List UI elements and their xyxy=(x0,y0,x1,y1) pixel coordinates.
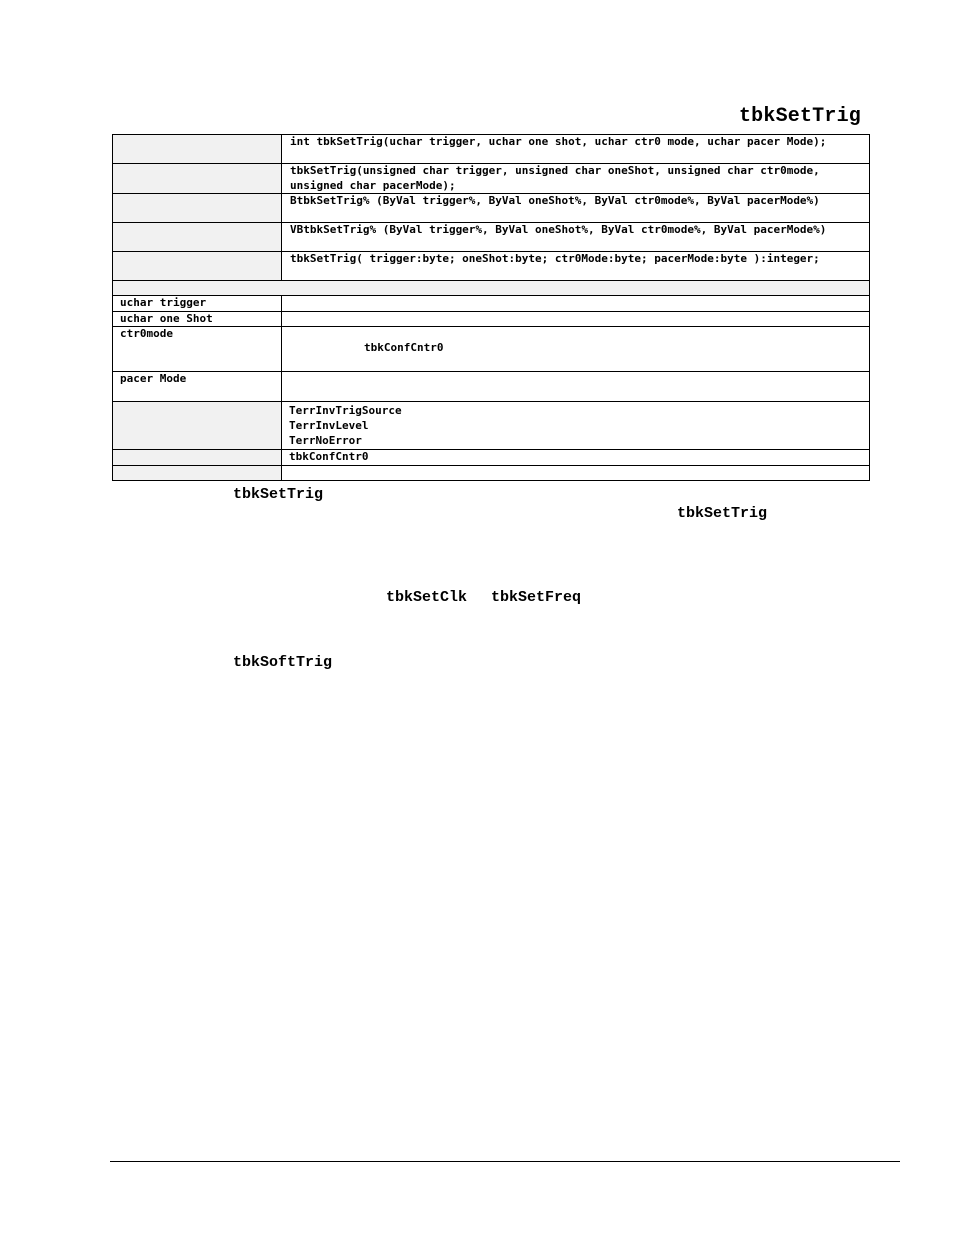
body-function-ref: tbkSetTrig xyxy=(233,486,324,503)
returns-row xyxy=(113,402,870,450)
row-label xyxy=(113,450,282,466)
row-label xyxy=(113,194,282,223)
return-value: TerrInvLevel xyxy=(289,419,369,432)
row-label xyxy=(113,252,282,281)
signature-basic: BtbkSetTrig% (ByVal trigger%, ByVal oneShot%, ByVal ctr0mode%, ByVal pacerMode%) xyxy=(282,194,870,223)
signature-vb: VBtbkSetTrig% (ByVal trigger%, ByVal oneShot%, ByVal ctr0mode%, ByVal pacerMode%) xyxy=(282,223,870,252)
param-desc-pacer-mode xyxy=(282,372,870,402)
signature-c-alt: tbkSetTrig(unsigned char trigger, unsigned char oneShot, unsigned char ctr0mode, unsigned char pacerMode); xyxy=(282,164,870,194)
footer-rule xyxy=(110,1161,900,1162)
see-also-value: tbkConfCntr0 xyxy=(282,450,870,466)
signature-row-pascal xyxy=(113,252,870,281)
param-row-one-shot xyxy=(113,311,870,327)
function-spec-table xyxy=(112,134,870,481)
body-function-ref: tbkSetFreq xyxy=(491,589,582,606)
signature-row-basic xyxy=(113,194,870,223)
signature-row-c-alt xyxy=(113,164,870,194)
section-separator-row xyxy=(113,281,870,296)
param-desc-ctr0mode xyxy=(282,327,870,372)
section-separator xyxy=(113,281,870,296)
param-name-trigger: uchar trigger xyxy=(113,296,282,312)
param-name-one-shot: uchar one Shot xyxy=(113,311,282,327)
signature-row-vb xyxy=(113,223,870,252)
ctr0mode-reference: tbkConfCntr0 xyxy=(364,341,444,354)
param-desc-one-shot xyxy=(282,311,870,327)
see-also-row xyxy=(113,450,870,466)
param-name-ctr0mode: ctr0mode xyxy=(113,327,282,372)
body-function-ref: tbkSetClk xyxy=(386,589,468,606)
param-row-trigger xyxy=(113,296,870,312)
row-label xyxy=(113,465,282,480)
row-label xyxy=(113,223,282,252)
param-name-pacer-mode: pacer Mode xyxy=(113,372,282,402)
param-row-ctr0mode xyxy=(113,327,870,372)
return-value: TerrNoError xyxy=(289,434,362,447)
signature-row-c xyxy=(113,135,870,164)
row-label xyxy=(113,135,282,164)
page-title: tbkSetTrig xyxy=(738,105,861,128)
return-values xyxy=(282,402,870,450)
empty-cell xyxy=(282,465,870,480)
row-label xyxy=(113,164,282,194)
body-function-ref: tbkSoftTrig xyxy=(233,654,333,671)
param-row-pacer-mode xyxy=(113,372,870,402)
body-function-ref: tbkSetTrig xyxy=(677,505,768,522)
table-end-row xyxy=(113,465,870,480)
row-label xyxy=(113,402,282,450)
param-desc-trigger xyxy=(282,296,870,312)
return-value: TerrInvTrigSource xyxy=(289,404,402,417)
signature-c: int tbkSetTrig(uchar trigger, uchar one shot, uchar ctr0 mode, uchar pacer Mode); xyxy=(282,135,870,164)
signature-pascal: tbkSetTrig( trigger:byte; oneShot:byte; ctr0Mode:byte; pacerMode:byte ):integer; xyxy=(282,252,870,281)
